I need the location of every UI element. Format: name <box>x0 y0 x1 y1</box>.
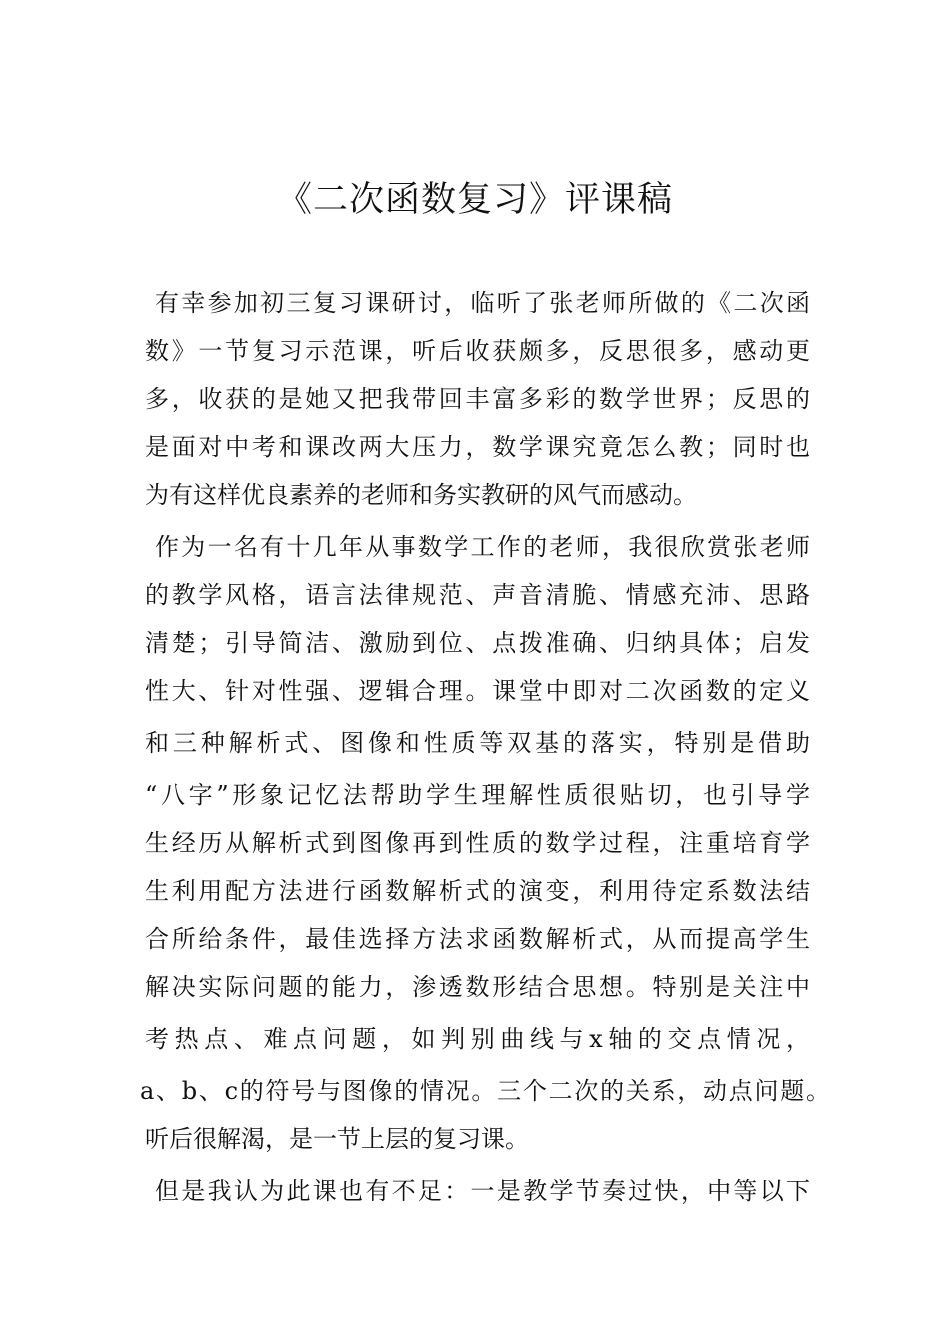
paragraph-line: 生利用配方法进行函数解析式的演变，利用待定系数法结 <box>145 877 810 905</box>
paragraph-line: 解决实际问题的能力，渗透数形结合思想。特别是关注中 <box>145 973 810 1001</box>
document-title: 《二次函数复习》评课稿 <box>276 180 673 220</box>
paragraph-line: 性大、针对性强、逻辑合理。课堂中即对二次函数的定义 <box>145 677 810 705</box>
paragraph-line: 有幸参加初三复习课研讨，临听了张老师所做的《二次函 <box>155 289 810 317</box>
paragraph-line: 为有这样优良素养的老师和务实教研的风气而感动。 <box>145 481 697 509</box>
paragraph-line: 是面对中考和课改两大压力，数学课究竟怎么教；同时也 <box>145 433 810 461</box>
paragraph-line: 数》一节复习示范课，听后收获颇多，反思很多，感动更 <box>145 337 810 365</box>
paragraph-line: “八字”形象记忆法帮助学生理解性质很贴切，也引导学 <box>145 781 810 809</box>
paragraph-line: 清楚；引导简洁、激励到位、点拨准确、归纳具体；启发 <box>145 629 810 657</box>
paragraph-line: 的教学风格，语言法律规范、声音清脆、情感充沛、思路 <box>145 581 810 609</box>
paragraph-line: 和三种解析式、图像和性质等双基的落实，特别是借助 <box>145 729 810 757</box>
paragraph-line: 考热点、难点问题，如判别曲线与x轴的交点情况， <box>145 1025 810 1053</box>
paragraph-line: a、b、c的符号与图像的情况。三个二次的关系，动点问题。 <box>140 1077 830 1105</box>
paragraph-line: 生经历从解析式到图像再到性质的数学过程，注重培育学 <box>145 829 810 857</box>
paragraph-line: 听后很解渴，是一节上层的复习课。 <box>145 1125 529 1153</box>
paragraph-line: 合所给条件，最佳选择方法求函数解析式，从而提高学生 <box>145 925 810 953</box>
paragraph-line: 作为一名有十几年从事数学工作的老师，我很欣赏张老师 <box>155 533 810 561</box>
paragraph-line: 多，收获的是她又把我带回丰富多彩的数学世界；反思的 <box>145 385 810 413</box>
paragraph-line: 但是我认为此课也有不足：一是教学节奏过快，中等以下 <box>155 1177 810 1205</box>
